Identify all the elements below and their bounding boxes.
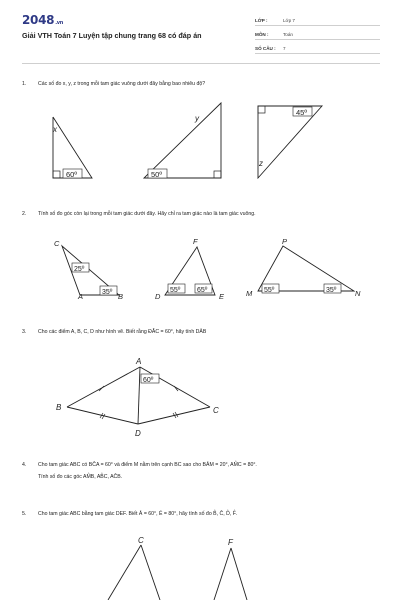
- q5-triangles: [108, 545, 247, 600]
- question-number: 2.: [22, 211, 27, 217]
- question-text: Tính số đo góc còn lại trong mỗi tam giác dưới đây. Hãy chỉ ra tam giác nào là tam giác vuông.: [38, 211, 256, 217]
- meta-subject-label: MÔN :: [255, 32, 269, 37]
- q2-angle-d: 55º: [170, 287, 181, 294]
- q1-angle-1: 60º: [66, 170, 78, 179]
- meta-grade-label: LỚP :: [255, 18, 268, 23]
- q3-label-d: D: [135, 429, 141, 438]
- question-text: Cho tam giác ABC bằng tam giác DEF. Biết Â = 60°, Ê = 80°, hãy tính số đo B̂, Ĉ, D̂, F̂.: [38, 511, 238, 517]
- q1-angle-2: 50º: [151, 170, 163, 179]
- q1-label-x: x: [53, 125, 57, 134]
- meta-subject-value: Toán: [283, 32, 293, 37]
- q2-label-d: D: [155, 292, 161, 301]
- q2-angle-e: 65º: [197, 287, 208, 294]
- q2-angle-a: 35º: [102, 289, 113, 296]
- q2-label-n: N: [355, 289, 361, 298]
- q2-label-m: M: [246, 289, 253, 298]
- q1-triangle-3: [258, 106, 322, 178]
- q2-label-e: E: [219, 292, 225, 301]
- q3-label-b: B: [56, 403, 62, 412]
- q2-label-p: P: [282, 237, 288, 246]
- q1-angle-3: 45º: [296, 108, 308, 117]
- q2-label-f: F: [193, 237, 198, 246]
- document-title: Giải VTH Toán 7 Luyện tập chung trang 68 có đáp án: [22, 31, 202, 40]
- q5-label-f: F: [228, 538, 233, 547]
- q2-label-c: C: [54, 239, 60, 248]
- question-text: Cho các điểm A, B, C, D như hình vẽ. Biết rằng ĐẮC = 60°, hãy tính DÂB: [38, 329, 207, 335]
- q2-angle-n: 35º: [326, 287, 337, 294]
- question-text: Cho tam giác ABC có BĈA = 60° và điểm M nằm trên cạnh BC sao cho BÂM = 20°, AM̂C = 80°.: [38, 462, 257, 468]
- logo-suffix: .vn: [55, 20, 64, 26]
- question-number: 3.: [22, 329, 27, 335]
- q3-quadrilateral: [67, 367, 210, 424]
- meta-count-label: SỐ CÂU :: [255, 46, 276, 51]
- q3-angle: 60º: [143, 377, 154, 384]
- meta-count-value: 7: [283, 46, 286, 51]
- question-number: 4.: [22, 462, 27, 468]
- question-text-line2: Tính số đo các góc AM̂B, AB̂C, AĈB.: [38, 474, 123, 480]
- q1-label-z: z: [259, 159, 263, 168]
- question-number: 5.: [22, 511, 27, 517]
- logo-text: 2048: [22, 13, 55, 27]
- q2-label-a: A: [78, 292, 84, 301]
- q2-angle-m: 55º: [264, 287, 275, 294]
- meta-grade-value: Lớp 7: [283, 18, 295, 23]
- q2-label-b: B: [118, 292, 124, 301]
- question-number: 1.: [22, 81, 27, 87]
- q2-angle-c: 25º: [74, 266, 85, 273]
- q1-label-y: y: [195, 114, 199, 123]
- q3-label-a: A: [136, 357, 142, 366]
- q1-triangle-2: [144, 103, 221, 178]
- q5-label-c: C: [138, 536, 144, 545]
- question-text: Các số đo x, y, z trong mỗi tam giác vuông dưới đây bằng bao nhiêu độ?: [38, 81, 206, 87]
- q3-label-c: C: [213, 406, 219, 415]
